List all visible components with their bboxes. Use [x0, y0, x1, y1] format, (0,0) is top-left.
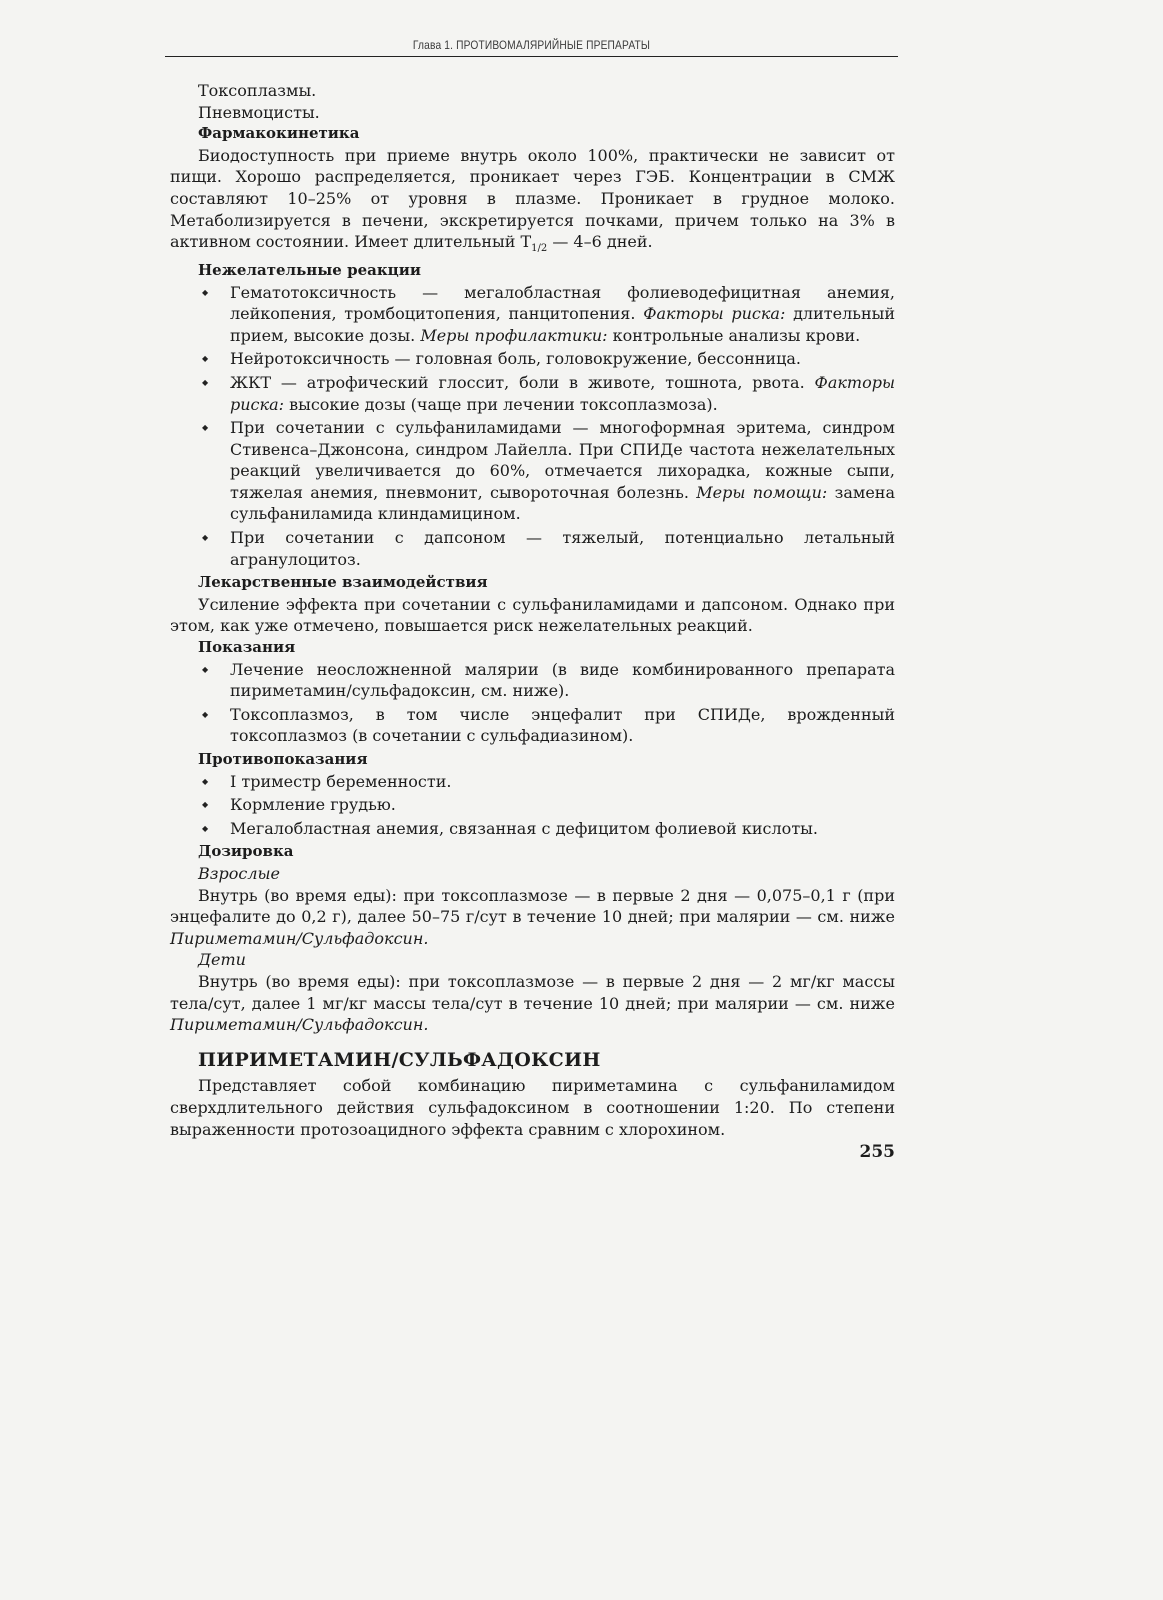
dosage-adults-label: Взрослые — [198, 863, 281, 883]
list-item: ◆ ЖКТ — атрофический глоссит, боли в животе, тошнота, рвота. Факторы риска: высокие дозы (чаще при лечении токсоплазмоза). — [230, 372, 895, 415]
indications-list — [170, 659, 895, 747]
adverse-reactions-list — [170, 282, 895, 571]
indications-heading: Показания — [198, 638, 296, 657]
list-item: ◆ Нейротоксичность — головная боль, головокружение, бессонница. — [230, 348, 895, 370]
list-item: ◆ При сочетании с сульфаниламидами — многоформная эритема, синдром Стивенса–Джонсона, синдром Лайелла. При СПИДе частота нежелательных реакций увеличивается до 60%, отмечается лихорадка, кожные сыпи, тяжелая анемия, пневмонит, сывороточная болезнь. Меры помощи: замена сульфаниламида клиндамицином. — [230, 417, 895, 525]
interactions-heading: Лекарственные взаимодействия — [198, 573, 488, 592]
interactions-text: Усиление эффекта при сочетании с сульфаниламидами и дапсоном. Однако при этом, как уже отмечено, повышается риск нежелательных реакций. — [170, 594, 895, 636]
list-item: ◆ Кормление грудью. — [230, 794, 895, 816]
contraindications-heading: Противопоказания — [198, 750, 368, 768]
intro-line-toxoplasma: Токсоплазмы. — [198, 81, 317, 100]
running-head: Глава 1. ПРОТИВОМАЛЯРИЙНЫЕ ПРЕПАРАТЫ — [412, 38, 651, 52]
list-item: ◆ Токсоплазмоз, в том числе энцефалит при СПИДе, врожденный токсоплазмоз (в сочетании с сульфадиазином). — [230, 704, 895, 747]
pharmacokinetics-heading: Фармакокинетика — [198, 124, 360, 143]
list-item: ◆ При сочетании с дапсоном — тяжелый, потенциально летальный агранулоцитоз. — [230, 527, 895, 570]
dosage-children-text: Внутрь (во время еды): при токсоплазмозе — в первые 2 дня — 2 мг/кг массы тела/сут, далее 1 мг/кг массы тела/сут в течение 10 дней; при малярии — см. ниже Пириметамин/Сульфадоксин. — [170, 971, 895, 1035]
dosage-adults-text: Внутрь (во время еды): при токсоплазмозе — в первые 2 дня — 0,075–0,1 г (при энцефалите до 0,2 г), далее 50–75 г/сут в течение 10 дней; при малярии — см. ниже Пириметамин/Сульфадоксин. — [170, 885, 895, 948]
section-text: Представляет собой комбинацию пириметамина с сульфаниламидом сверхдлительного действия сульфадоксином в соотношении 1:20. По степени выраженности протозоацидного эффекта сравним с хлорохином. — [170, 1076, 895, 1139]
adverse-reactions-heading: Нежелательные реакции — [198, 260, 421, 279]
list-item: ◆ Мегалобластная анемия, связанная с дефицитом фолиевой кислоты. — [230, 818, 895, 840]
intro-line-pneumocystis: Пневмоцисты. — [198, 102, 320, 122]
list-item: ◆ Гематотоксичность — мегалобластная фолиеводефицитная анемия, лейкопения, тромбоцитопения, панцитопения. Факторы риска: длительный прием, высокие дозы. Меры профилактики: контрольные анализы крови. — [230, 282, 895, 347]
pharmacokinetics-text: Биодоступность при приеме внутрь около 100%, практически не зависит от пищи. Хорошо распределяется, проникает через ГЭБ. Концентрации в СМЖ составляют 10–25% от уровня в плазме. Проникает в грудное молоко. Метаболизируется в печени, экскретируется почками, причем только на 3% в активном состоянии. Имеет длительный $T_{1/2}$ — 4–6 дней. — [170, 145, 895, 255]
list-item: ◆ I триместр беременности. — [230, 771, 895, 793]
header-rule — [165, 56, 898, 57]
dosage-children-label: Дети — [198, 950, 246, 970]
page-content — [170, 80, 895, 1140]
page-number: 255 — [859, 1142, 895, 1162]
section-title: ПИРИМЕТАМИН/СУЛЬФАДОКСИН — [198, 1048, 601, 1071]
dosage-heading: Дозировка — [198, 842, 294, 861]
list-item: ◆ Лечение неосложненной малярии (в виде комбинированного препарата пириметамин/сульфадоксин, см. ниже). — [230, 659, 895, 702]
contraindications-list — [170, 771, 895, 840]
